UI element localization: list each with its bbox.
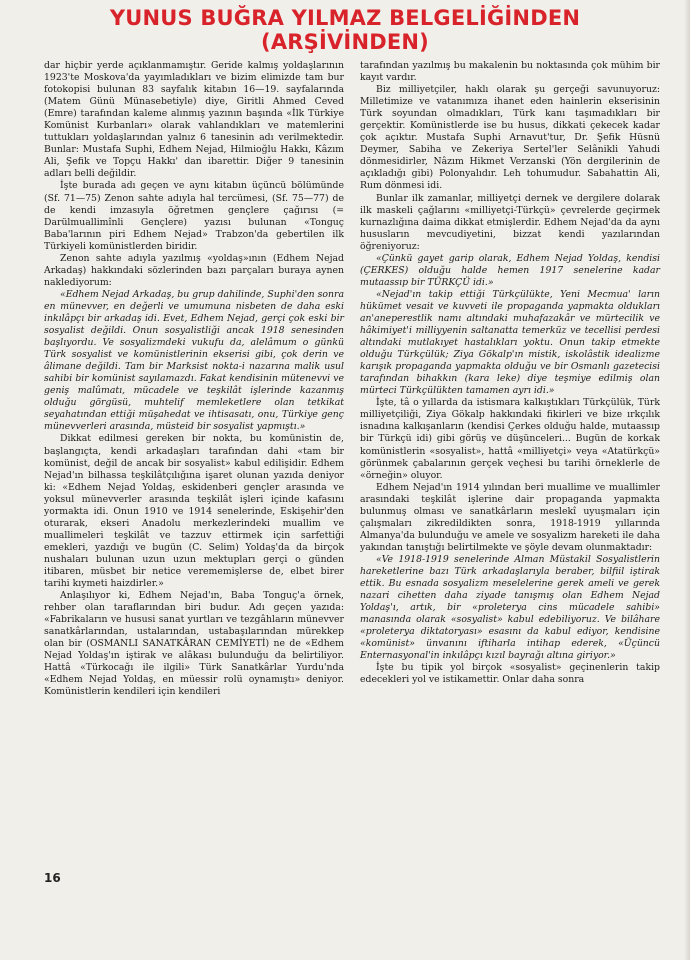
- page-edge-shadow: [684, 0, 690, 960]
- paragraph: dar hiçbir yerde açıklanmamıştır. Geride kalmış yoldaşlarının 1923'te Moskova'da yayımladıkları ve bizim elimizde tam bur fotokopisi bulunan 83 sayfalık kitabın 16—19. sayfalarında (Matem Günü Münasebetiyle) diye, Giritli Ahmed Ceved (Emre) tarafından kaleme alınmış yazının başında «İlk Türkiye Komünist Kurbanları» olarak vahlandıkları ve matemlerini tuttukları yoldaşlarından yalnız 6 tanesinin adı verilmektedir. Bunlar: Mustafa Suphi, Edhem Nejad, Hilmioğlu Hakkı, Kâzım Ali, Şefik ve Topçu Hakkı' dan ibarettir. Diğer 9 tanesinin adları belli değildir.: [44, 60, 344, 180]
- paragraph: İşte bu tipik yol birçok «sosyalist» geçinenlerin takip edecekleri yol ve istikamettir. Onlar daha sonra: [360, 662, 660, 686]
- paragraph: İşte burada adı geçen ve aynı kitabın üçüncü bölümünde (Sf. 71—75) Zenon sahte adıyla hal tercümesi, (Sf. 75—77) de de kendi imzasıyla öğretmen gençlere çağırısı (= Darülmuallimînli Gençlere) yazısı bulunan «Tonguç Baba'larının piri Edhem Nejad» Trabzon'da gebertilen ilk Türkiyeli komünistlerden biridir.: [44, 180, 344, 252]
- right-text-column: [360, 60, 660, 686]
- archive-watermark: [0, 6, 690, 54]
- paragraph: Zenon sahte adıyla yazılmış «yoldaş»ının (Edhem Nejad Arkadaş) hakkındaki sözlerinden bazı parçaları buraya aynen naklediyorum:: [44, 252, 344, 288]
- paragraph: Anlaşılıyor ki, Edhem Nejad'ın, Baba Tonguç'a örnek, rehber olan taraflarından biri budur. Adı geçen yazıda: «Fabrikaların ve hususi sanat yurtları ve tezgâhların münevver sanatkârlarından, ustalarından, ustabaşılarından mürekkep olan bir (OSMANLI SANATKÂRAN CEMİYETİ) ne de «Edhem Nejad Yoldaş'ın iştirak ve alâkası bulunduğu da belirtiliyor. Hattâ «Türkocağı ile ilgili» Türk Sanatkârlar Yurdu'nda «Edhem Nejad Yoldaş, en müessir rolü oynamıştı» deniyor. Komünistlerin kendileri için kendileri: [44, 590, 344, 698]
- watermark-line-2: (ARŞİVİNDEN): [261, 30, 429, 54]
- quoted-paragraph: «Ve 1918-1919 senelerinde Alman Müstakil Sosyalistlerin hareketlerine bazı Türk arkadaşlarıyla beraber, bilfiil iştirak ettik. Bu esnada sosyalizm meselelerine gerek ameli ve gerek nazari cihetten daha ziyade tanışmış olan Edhem Nejad Yoldaş'ı, artık, bir «proleterya cins mücadele sahibi» manasında olarak «sosyalist» kabul edebiliyoruz. Ve bilâhare «proleterya diktatoryası» esasını da kabul ediyor, kendisine «komünist» ünvanını iftiharla intihap ederek, «Üçüncü Enternasyonal'in inkılâpçı kızıl bayrağı altına giriyor.»: [360, 553, 660, 662]
- paragraph: tarafından yazılmış bu makalenin bu noktasında çok mühim bir kayıt vardır.: [360, 60, 660, 84]
- paragraph: Edhem Nejad'ın 1914 yılından beri muallime ve muallimler arasındaki teşkilât işlerine dair propaganda yapmakta bulunmuş olması ve sanatkârların meslekî uyuşmaları için çalışmaları zikredildikten sonra, 1918-1919 yıllarında Almanya'da bulunduğu ve amele ve sosyalizm hareketi ile daha yakından tanıştığı belirtilmekte ve şöyle devam olunmaktadır:: [360, 481, 660, 553]
- paragraph: İşte, tâ o yıllarda da istismara kalkıştıkları Türkçülük, Türk milliyetçiliği, Ziya Gökalp hakkındaki fikirleri ve bize ırkçılık isnadına kalkışanların (kendisi Çerkes olduğu halde, mutaassıp bir Türkçü idi) gibi görüş ve düşünceleri... Bugün de korkak komünistlerin «sosyalist», hattâ «milliyetçi» veya «Atatürkçü» görünmek çabalarının gerçek veçhesi bu tarihi örneklerle de «örneğin» oluyor.: [360, 397, 660, 481]
- quoted-paragraph: «Edhem Nejad Arkadaş, bu grup dahilinde, Suphi'den sonra en münevver, en değerli ve umumuna nisbeten de daha eski inkılâpçı bir arkadaş idi. Evet, Edhem Nejad, gerçi çok eski bir sosyalist değildi. Onun sosyalistliği ancak 1918 senesinden başlıyordu. Ve sosyalizmdeki vukufu da, alelâmum o günkü Türk sosyalist ve komünistlerinin ekserisi gibi, çok derin ve âlimane değildi. Tam bir Marksist nokta-i nazarına malik usul sahibi bir komünist sayılamazdı. Fakat kendisinin mütenevvi ve geniş malûmatı, mücadele ve teşkilât işlerinde kazanmış olduğu görgüsü, muhtelif memleketlere olan tetkikat seyahatından ettiği müşahedat ve ihtisasatı, onu, Türkiye genç münevverleri arasında, müsteid bir sosyalist yapmıştı.»: [44, 288, 344, 433]
- page-number: 16: [44, 871, 61, 885]
- quoted-paragraph: «Çünkü gayet garip olarak, Edhem Nejad Yoldaş, kendisi (ÇERKES) olduğu halde hemen 1917 senelerine kadar mutaassıp bir TÜRKÇÜ idi.»: [360, 252, 660, 288]
- paragraph: Dikkat edilmesi gereken bir nokta, bu komünistin de, başlangıçta, kendi arkadaşları tarafından dahi «tam bir komünist, değil de ancak bir sosyalist» kabul edilişidir. Edhem Nejad'ın bilhassa teşkilâtçılığına işaret olunan yazıda deniyor ki: «Edhem Nejad Yoldaş, eskidenberi gençler arasında ve yoksul münevverler arasında teşkilât işleri içinde kafasını yormakta idi. Onun 1910 ve 1914 senelerinde, Eskişehir'den oturarak, ekseri Anadolu merkezlerindeki muallim ve muallimeleri teşkilât ve tazzuv ettirmek için sarfettiği emekleri, yazdığı ve bugün (C. Selim) Yoldaş'da da birçok nushaları bulunan uzun uzun mektupları gerçi o günden itibaren, müsbet bir netice verememişlerse de, elbet birer tarihi kıymeti haizdirler.»: [44, 433, 344, 590]
- paragraph: Biz milliyetçiler, haklı olarak şu gerçeği savunuyoruz: Milletimize ve vatanımıza ihanet eden hainlerin ekserisinin Türk soyundan olmadıkları, Türk kanı taşımadıkları bir gerçektir. Komünistlerde ise bu husus, dikkati çekecek kadar çok açıktır. Mustafa Suphi Arnavut'tur, Dr. Şefik Hüsnü Deymer, Sabiha ve Zekeriya Sertel'ler Selânikli Yahudi dönmesidirler, Nâzım Hikmet Verzanski (Yön dergilerinin de açıkladığı gibi) Polonyalıdır. Leh tohumudur. Sabahattin Ali, Rum dönmesi idi.: [360, 84, 660, 192]
- paragraph: Bunlar ilk zamanlar, milliyetçi dernek ve dergilere dolarak ilk maskeli çağlarını «milliyetçi-Türkçü» çevrelerde geçirmek kurnazlığına daima dikkat etmişlerdir. Edhem Nejad'da da aynı hususların mevcudiyetini, bizzat kendi yazılarından öğreniyoruz:: [360, 192, 660, 252]
- left-text-column: [44, 60, 344, 698]
- watermark-line-1: YUNUS BUĞRA YILMAZ BELGELİĞİNDEN: [109, 6, 581, 30]
- quoted-paragraph: «Nejad'ın takip ettiği Türkçülükte, Yeni Mecmua' ların hükümet vesait ve kuvveti ile propaganda yapmakta oldukları an'aneperestlik namı altındaki muhafazakâr ve mürtecilik ve hâkimiyet'i milliyyenin saltanatta temerküz ve tecellisi perdesi altındaki mutlakıyet hastalıkları yoktu. Onun takip etmekte olduğu Türkçülük; Ziya Gökalp'ın mistik, iskolâstik idealizme karışık propaganda yapmakta olduğu ve bir Osmanlı gazetecisi tarafından bihakkın (kara leke) diye teşmiye edilmiş olan mürteci Türkçülükten tamamen ayrı idi.»: [360, 288, 660, 397]
